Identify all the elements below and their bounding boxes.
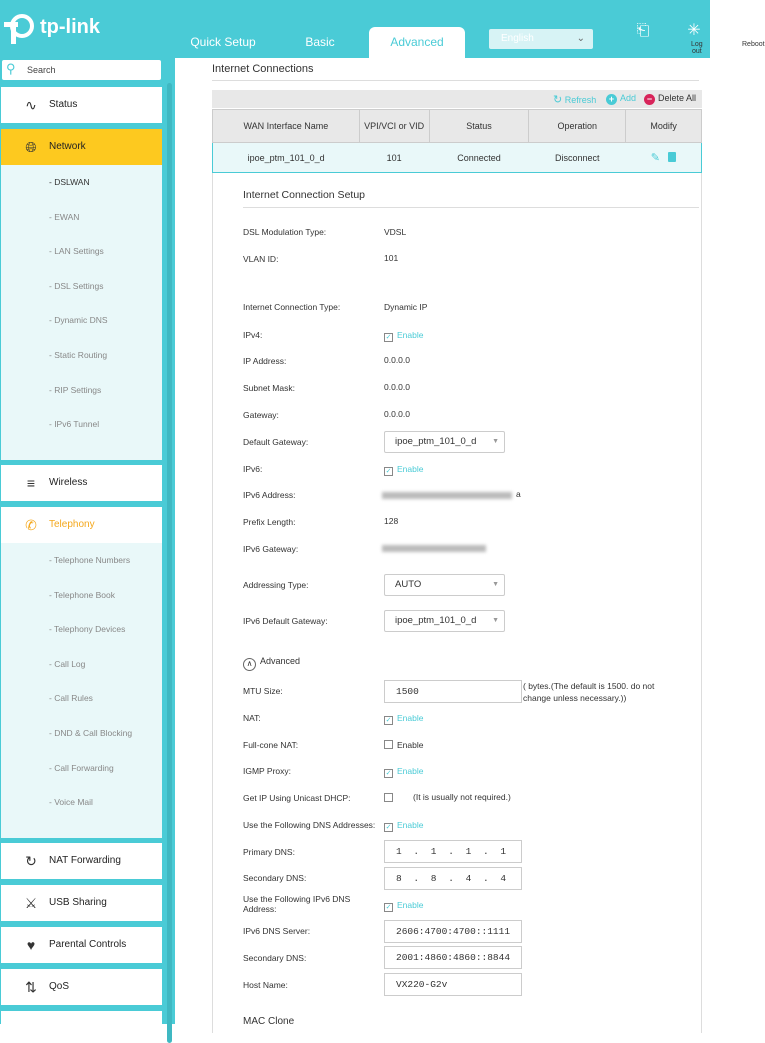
checkbox-checked-icon: ✓ xyxy=(385,334,392,341)
ipv6-gateway-label: IPv6 Gateway: xyxy=(243,544,299,554)
enable-label: Enable xyxy=(397,740,424,750)
sidebar-item-label: USB Sharing xyxy=(49,897,107,908)
ip-label: IP Address: xyxy=(243,356,287,366)
phone-icon: ✆ xyxy=(25,517,37,533)
sidebar-item-label: QoS xyxy=(49,981,70,992)
language-value: English xyxy=(501,33,534,44)
mask-value: 0.0.0.0 xyxy=(384,382,410,392)
vid-cell: 101 xyxy=(359,143,429,173)
redacted-ipv6-address xyxy=(382,492,512,499)
sidebar-subitem-call-rules[interactable]: - Call Rules xyxy=(49,693,93,704)
sidebar-item-label: NAT Forwarding xyxy=(49,855,121,866)
column-header: WAN Interface Name xyxy=(213,110,360,143)
ipv4-label: IPv4: xyxy=(243,330,263,340)
wifi-icon: ≡ xyxy=(26,475,36,491)
sidebar-item-usb-sharing[interactable] xyxy=(1,885,162,921)
sidebar-item-nat-forwarding[interactable] xyxy=(1,843,162,879)
sidebar-subitem-ipv6-tunnel[interactable]: - IPv6 Tunnel xyxy=(49,419,100,430)
reboot-icon: ✳ xyxy=(687,22,701,39)
sidebar-item-network[interactable] xyxy=(1,129,162,165)
sidebar-item-partial[interactable] xyxy=(1,1011,162,1024)
mtu-label: MTU Size: xyxy=(243,686,283,696)
logout-button[interactable] xyxy=(623,22,703,55)
nat-checkbox[interactable] xyxy=(384,713,423,725)
enable-label: Enable xyxy=(397,900,424,910)
mtu-note: ( bytes.(The default is 1500. do not change unless necessary.)) xyxy=(523,681,655,703)
caret-down-icon: ▼ xyxy=(492,617,499,624)
conn-type-value: Dynamic IP xyxy=(384,302,428,312)
fullcone-nat-checkbox[interactable] xyxy=(384,740,423,750)
nat-icon: ↻ xyxy=(25,853,37,869)
ipv6-dns-label: Use the Following IPv6 DNS Address: xyxy=(243,894,351,914)
mtu-input[interactable]: 1500 xyxy=(384,680,522,703)
nat-label: NAT: xyxy=(243,713,261,723)
dns-addresses-label: Use the Following DNS Addresses: xyxy=(243,820,376,830)
host-name-input[interactable]: VX220-G2v xyxy=(384,973,522,996)
page-title: Internet Connections xyxy=(212,63,314,75)
sidebar-item-telephony[interactable] xyxy=(1,507,162,543)
sidebar-item-label: Wireless xyxy=(49,477,88,488)
igmp-label: IGMP Proxy: xyxy=(243,766,292,776)
sidebar-subitem-telephone-book[interactable]: - Telephone Book xyxy=(49,589,116,600)
delete-icon: − xyxy=(644,94,655,105)
sidebar-item-label: Telephony xyxy=(49,519,95,530)
ip-value: 0.0.0.0 xyxy=(384,355,410,365)
ipv6-secondary-dns-label: Secondary DNS: xyxy=(243,953,307,963)
ipv6-dns-server-label: IPv6 DNS Server: xyxy=(243,926,311,936)
ipv6-dns-server-input[interactable]: 2606:4700:4700::1111 xyxy=(384,920,522,943)
add-button[interactable] xyxy=(606,93,636,105)
addressing-type-select[interactable] xyxy=(384,574,505,596)
ipv6-address-tail: a xyxy=(516,489,521,499)
divider xyxy=(243,207,699,208)
column-header: VPI/VCI or VID xyxy=(359,110,429,143)
sidebar-subitem-telephony-devices[interactable]: - Telephony Devices xyxy=(49,624,126,635)
globe-icon: 🌐︎ xyxy=(25,139,37,155)
default-gateway-value: ipoe_ptm_101_0_d xyxy=(395,436,477,447)
setup-title: Internet Connection Setup xyxy=(243,189,366,201)
ipv6-default-gateway-select[interactable] xyxy=(384,610,505,632)
advanced-label: Advanced xyxy=(260,656,301,666)
sidebar-scrollbar[interactable] xyxy=(167,83,172,1043)
column-header: Status xyxy=(429,110,529,143)
divider xyxy=(212,80,699,81)
tab-quick-setup[interactable]: Quick Setup xyxy=(190,35,256,49)
checkbox-checked-icon: ✓ xyxy=(385,824,392,831)
heart-icon: ♥ xyxy=(26,937,36,953)
dsl-mod-value: VDSL xyxy=(384,227,407,237)
prefix-label: Prefix Length: xyxy=(243,517,296,527)
network-submenu xyxy=(1,165,162,460)
sidebar-subitem-dnd-call-blocking[interactable]: - DND & Call Blocking xyxy=(49,727,133,738)
sidebar-subitem-ewan[interactable]: - EWAN xyxy=(49,211,80,222)
refresh-label: Refresh xyxy=(564,95,597,105)
tab-basic[interactable]: Basic xyxy=(305,35,335,49)
search-icon: ⚲ xyxy=(6,61,16,76)
table-toolbar xyxy=(212,90,702,108)
add-label: Add xyxy=(620,93,637,103)
sidebar-item-label: Network xyxy=(49,141,86,152)
addressing-type-value: AUTO xyxy=(395,579,422,590)
sidebar-subitem-voice-mail[interactable]: - Voice Mail xyxy=(49,797,93,808)
chevron-down-icon: ⌄ xyxy=(576,33,585,44)
fullcone-nat-label: Full-cone NAT: xyxy=(243,740,299,750)
table-row[interactable] xyxy=(213,143,702,173)
unicast-dhcp-note: (It is usually not required.) xyxy=(413,792,511,802)
delete-all-button[interactable] xyxy=(644,93,696,105)
modify-cell xyxy=(626,143,702,173)
add-icon: + xyxy=(606,94,617,105)
refresh-icon: ↻ xyxy=(553,94,563,106)
gateway-label: Gateway: xyxy=(243,410,279,420)
checkbox-checked-icon: ✓ xyxy=(385,468,392,475)
ipv6-address-label: IPv6 Address: xyxy=(243,490,296,500)
ipv6-dns-checkbox[interactable] xyxy=(384,900,423,912)
advanced-toggle[interactable] xyxy=(243,656,300,671)
mac-clone-heading: MAC Clone xyxy=(243,1016,295,1027)
wan-name-cell: ipoe_ptm_101_0_d xyxy=(213,143,360,173)
sidebar xyxy=(0,58,175,1024)
dsl-mod-label: DSL Modulation Type: xyxy=(243,227,327,237)
sidebar-subitem-call-log[interactable]: - Call Log xyxy=(49,658,86,669)
status-icon: ∿ xyxy=(25,97,37,113)
vlan-value: 101 xyxy=(384,253,399,263)
ipv6-default-gateway-value: ipoe_ptm_101_0_d xyxy=(395,615,477,626)
checkbox-empty-icon xyxy=(384,793,393,802)
sidebar-item-qos[interactable] xyxy=(1,969,162,1005)
logout-icon: ⎗ xyxy=(636,22,650,39)
edit-icon[interactable]: ✎ xyxy=(650,152,660,164)
tab-advanced[interactable]: Advanced xyxy=(369,27,465,58)
refresh-button[interactable] xyxy=(553,93,596,106)
sidebar-item-label: Parental Controls xyxy=(49,939,127,950)
telephony-submenu xyxy=(1,543,162,838)
sidebar-item-wireless[interactable] xyxy=(1,465,162,501)
sidebar-subitem-rip-settings[interactable]: - RIP Settings xyxy=(49,384,102,395)
sidebar-subitem-call-forwarding[interactable]: - Call Forwarding xyxy=(49,762,114,773)
trash-icon[interactable] xyxy=(668,152,676,162)
addressing-type-label: Addressing Type: xyxy=(243,580,309,590)
host-name-label: Host Name: xyxy=(243,980,288,990)
sidebar-subitem-dslwan[interactable]: - DSLWAN xyxy=(49,177,90,187)
checkbox-checked-icon: ✓ xyxy=(385,770,392,777)
secondary-dns-input[interactable]: 8 . 8 . 4 . 4 xyxy=(384,867,522,890)
default-gateway-label: Default Gateway: xyxy=(243,437,309,447)
column-header: Operation xyxy=(529,110,626,143)
enable-label: Enable xyxy=(397,766,424,776)
enable-label: Enable xyxy=(397,713,424,723)
gateway-value: 0.0.0.0 xyxy=(384,409,410,419)
caret-down-icon: ▼ xyxy=(492,438,499,445)
sidebar-subitem-lan-settings[interactable]: - LAN Settings xyxy=(49,246,104,257)
logout-label: Log out xyxy=(691,41,703,55)
ipv4-checkbox[interactable] xyxy=(384,330,423,342)
tplink-logo-icon xyxy=(4,14,44,44)
checkbox-checked-icon: ✓ xyxy=(385,904,392,911)
brand-name: tp-link xyxy=(40,16,100,38)
checkbox-checked-icon: ✓ xyxy=(385,717,392,724)
search-input[interactable]: Search xyxy=(27,65,56,75)
status-cell: Connected xyxy=(429,143,529,173)
unicast-dhcp-checkbox[interactable] xyxy=(384,793,397,803)
delete-all-label: Delete All xyxy=(658,93,697,103)
sidebar-subitem-telephone-numbers[interactable]: - Telephone Numbers xyxy=(49,555,131,565)
sidebar-item-parental-controls[interactable] xyxy=(1,927,162,963)
unicast-dhcp-label: Get IP Using Unicast DHCP: xyxy=(243,793,351,803)
prefix-value: 128 xyxy=(384,516,399,526)
igmp-checkbox[interactable] xyxy=(384,766,423,778)
enable-label: Enable xyxy=(397,464,424,474)
sidebar-item-status[interactable] xyxy=(1,87,162,123)
enable-label: Enable xyxy=(397,820,424,830)
mask-label: Subnet Mask: xyxy=(243,383,295,393)
sidebar-subitem-static-routing[interactable]: - Static Routing xyxy=(49,349,108,360)
sidebar-subitem-dynamic-dns[interactable]: - Dynamic DNS xyxy=(49,315,108,326)
language-select[interactable] xyxy=(489,29,593,49)
ipv6-label: IPv6: xyxy=(243,464,263,474)
ipv6-secondary-dns-input[interactable]: 2001:4860:4860::8844 xyxy=(384,946,522,969)
vlan-label: VLAN ID: xyxy=(243,254,279,264)
primary-dns-input[interactable]: 1 . 1 . 1 . 1 xyxy=(384,840,522,863)
usb-icon: ⚔ xyxy=(24,895,38,911)
column-header: Modify xyxy=(626,110,702,143)
reboot-label: Reboot xyxy=(742,41,765,48)
dns-addresses-checkbox[interactable] xyxy=(384,820,423,832)
disconnect-link[interactable]: Disconnect xyxy=(529,143,626,173)
wan-table xyxy=(212,109,702,173)
top-header xyxy=(0,0,765,58)
enable-label: Enable xyxy=(397,330,424,340)
checkbox-empty-icon xyxy=(384,740,393,749)
sidebar-subitem-dsl-settings[interactable]: - DSL Settings xyxy=(49,280,104,291)
redacted-ipv6-gateway xyxy=(382,545,486,552)
secondary-dns-label: Secondary DNS: xyxy=(243,873,307,883)
default-gateway-select[interactable] xyxy=(384,431,505,453)
conn-type-label: Internet Connection Type: xyxy=(243,302,341,312)
caret-down-icon: ▼ xyxy=(492,581,499,588)
chevron-up-icon: ∧ xyxy=(243,658,256,671)
search-box[interactable] xyxy=(2,60,161,80)
qos-icon: ⇅ xyxy=(25,979,37,995)
ipv6-checkbox[interactable] xyxy=(384,464,423,476)
sidebar-item-label: Status xyxy=(49,99,78,110)
primary-dns-label: Primary DNS: xyxy=(243,847,295,857)
ipv6-default-gateway-label: IPv6 Default Gateway: xyxy=(243,616,328,626)
